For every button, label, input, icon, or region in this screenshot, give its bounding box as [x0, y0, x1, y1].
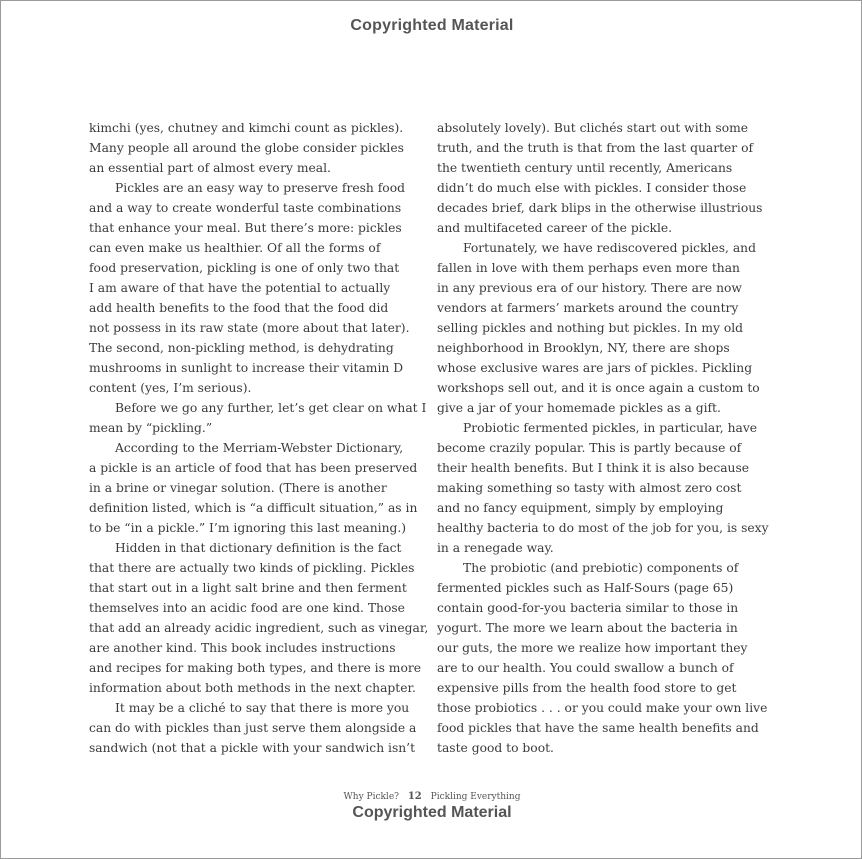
text-line: in any previous era of our history. There are now [437, 281, 742, 295]
copyright-watermark-top: Copyrighted Material [350, 17, 514, 34]
text-line: truth, and the truth is that from the last quarter of [437, 141, 754, 155]
text-line: whose exclusive wares are jars of pickles. Pickling [437, 361, 753, 375]
text-line: According to the Merriam-Webster Dictionary, [115, 441, 404, 455]
text-line: our guts, the more we realize how important they [437, 641, 748, 655]
text-line: fermented pickles such as Half-Sours (page 65) [437, 581, 734, 595]
text-line: and recipes for making both types, and there is more [89, 661, 422, 675]
text-line: to be “in a pickle.” I’m ignoring this last meaning.) [89, 521, 407, 535]
text-line: their health benefits. But I think it is also because [437, 461, 750, 475]
left-text-column [89, 118, 429, 758]
text-line: in a brine or vinegar solution. (There is another [89, 481, 387, 495]
text-line: that there are actually two kinds of pickling. Pickles [89, 561, 415, 575]
text-line: and multifaceted career of the pickle. [437, 221, 673, 235]
text-line: content (yes, I’m serious). [89, 381, 252, 395]
text-line: that enhance your meal. But there’s more: pickles [89, 221, 402, 235]
text-line: The probiotic (and prebiotic) components of [463, 561, 739, 575]
text-line: not possess in its raw state (more about that later). [89, 321, 410, 335]
text-line: yogurt. The more we learn about the bacteria in [437, 621, 738, 635]
text-line: are another kind. This book includes instructions [89, 641, 396, 655]
text-line: vendors at farmers’ markets around the country [437, 301, 739, 315]
text-line: those probiotics . . . or you could make your own live [437, 701, 768, 715]
right-text-column [437, 118, 767, 758]
text-line: decades brief, dark blips in the otherwise illustrious [437, 201, 763, 215]
text-line: Many people all around the globe consider pickles [89, 141, 404, 155]
text-line: expensive pills from the health food store to get [437, 681, 737, 695]
text-line: workshops sell out, and it is once again a custom to [437, 381, 760, 395]
text-line: a pickle is an article of food that has been preserved [89, 461, 418, 475]
text-line: fallen in love with them perhaps even more than [437, 261, 740, 275]
text-line: neighborhood in Brooklyn, NY, there are shops [437, 341, 730, 355]
text-line: Hidden in that dictionary definition is the fact [115, 541, 402, 555]
text-line: sandwich (not that a pickle with your sandwich isn’t [89, 741, 416, 755]
running-footer [1, 791, 862, 802]
text-line: kimchi (yes, chutney and kimchi count as pickles). [89, 121, 404, 135]
text-line: food pickles that have the same health benefits and [437, 721, 759, 735]
text-line: the twentieth century until recently, Americans [437, 161, 733, 175]
text-line: absolutely lovely). But clichés start out with some [437, 121, 749, 135]
text-line: an essential part of almost every meal. [89, 161, 331, 175]
text-line: are to our health. You could swallow a bunch of [437, 661, 734, 675]
text-line: information about both methods in the next chapter. [89, 681, 416, 695]
text-line: taste good to boot. [437, 741, 554, 755]
text-line: didn’t do much else with pickles. I consider those [437, 181, 747, 195]
text-line: and no fancy equipment, simply by employing [437, 501, 724, 515]
text-line: mean by “pickling.” [89, 421, 213, 435]
footer-book-title: Pickling Everything [430, 792, 521, 802]
text-line: Before we go any further, let’s get clear on what I [115, 401, 427, 415]
text-line: food preservation, pickling is one of only two that [89, 261, 400, 275]
text-line: give a jar of your homemade pickles as a gift. [437, 401, 721, 415]
text-line: I am aware of that have the potential to actually [89, 281, 391, 295]
text-line: The second, non-pickling method, is dehydrating [89, 341, 394, 355]
text-line: can even make us healthier. Of all the forms of [89, 241, 381, 255]
text-line: selling pickles and nothing but pickles. In my old [437, 321, 744, 335]
text-line: that start out in a light salt brine and then ferment [89, 581, 407, 595]
text-line: making something so tasty with almost zero cost [437, 481, 742, 495]
text-line: healthy bacteria to do most of the job for you, is sexy [437, 521, 769, 535]
text-line: It may be a cliché to say that there is more you [115, 701, 410, 715]
text-line: in a renegade way. [437, 541, 554, 555]
text-line: mushrooms in sunlight to increase their vitamin D [89, 361, 404, 375]
text-line: that add an already acidic ingredient, such as vinegar, [89, 621, 429, 635]
text-line: add health benefits to the food that the food did [89, 301, 389, 315]
page-number: 12 [407, 791, 422, 802]
text-line: become crazily popular. This is partly because of [437, 441, 742, 455]
footer-chapter-title: Why Pickle? [343, 792, 399, 802]
text-line: contain good-for-you bacteria similar to those in [437, 601, 739, 615]
copyright-watermark-bottom: Copyrighted Material [352, 804, 512, 821]
text-line: definition listed, which is “a difficult situation,” as in [89, 501, 418, 515]
text-line: can do with pickles than just serve them alongside a [89, 721, 417, 735]
text-line: and a way to create wonderful taste combinations [89, 201, 402, 215]
text-line: Probiotic fermented pickles, in particular, have [463, 421, 758, 435]
text-line: Fortunately, we have rediscovered pickles, and [463, 241, 756, 255]
text-line: Pickles are an easy way to preserve fresh food [115, 181, 405, 195]
text-line: themselves into an acidic food are one kind. Those [89, 601, 405, 615]
